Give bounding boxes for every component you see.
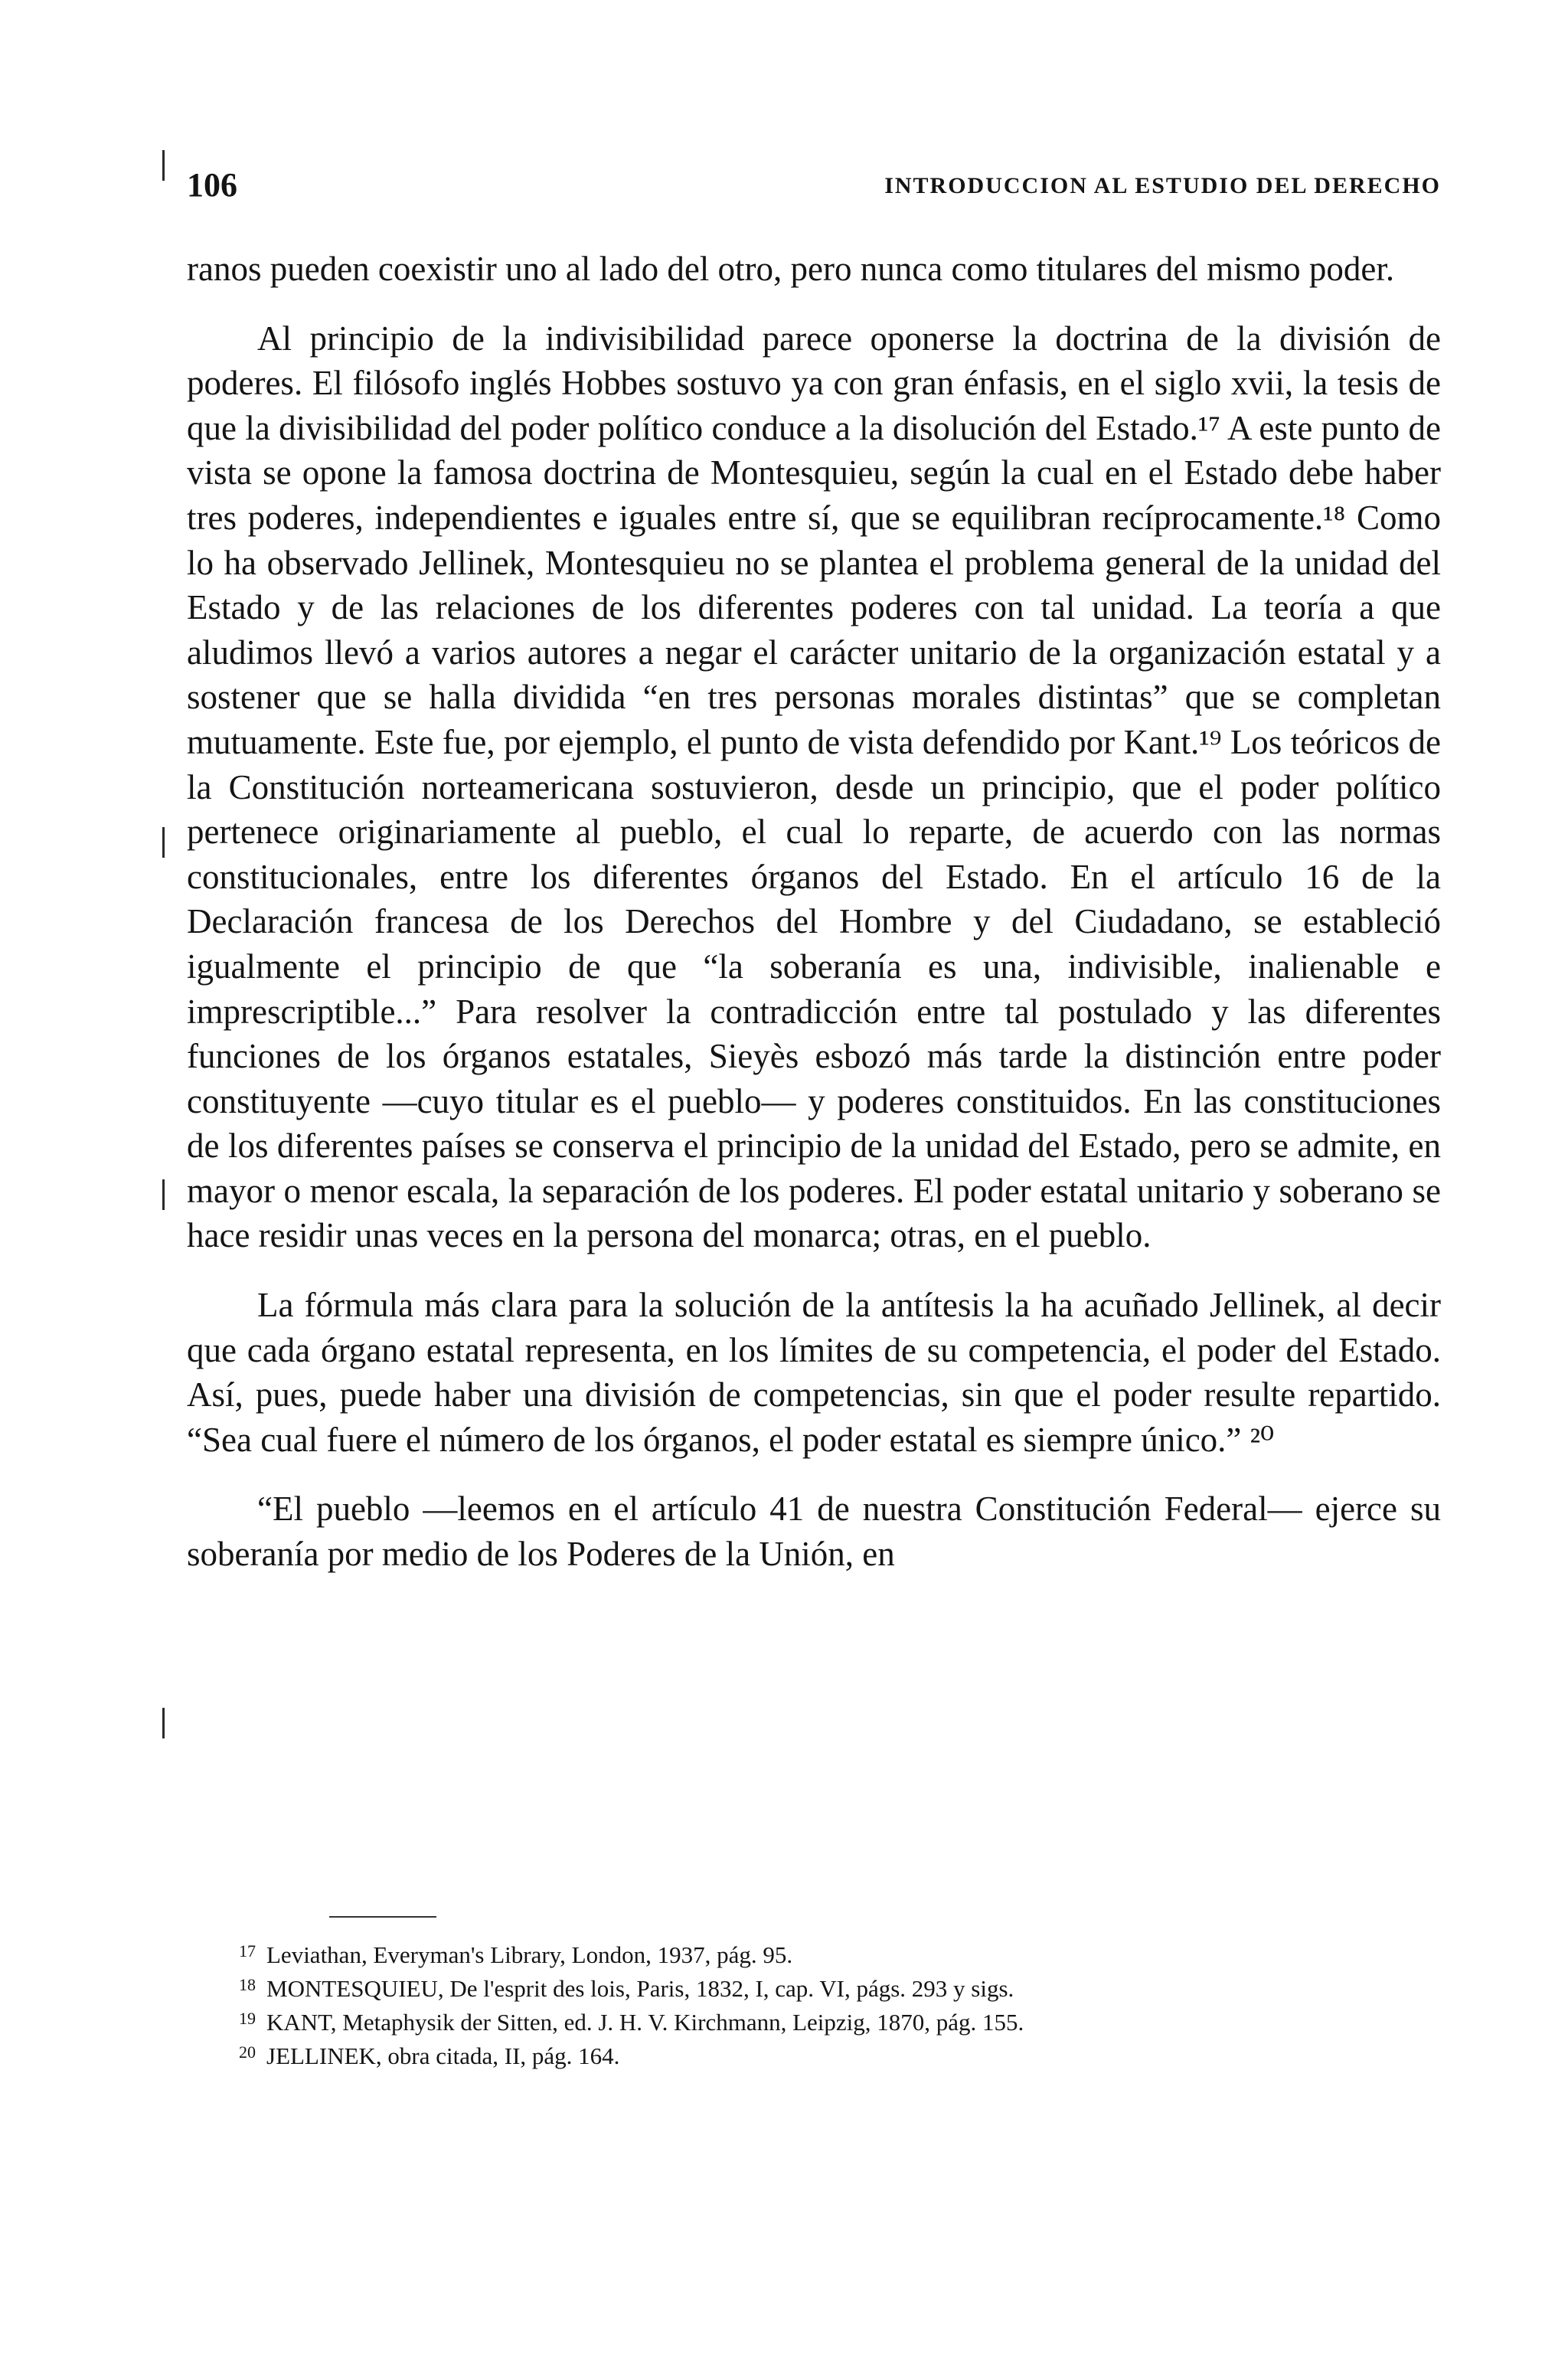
- footnote-number: 20: [239, 2042, 256, 2062]
- scan-margin-mark: [162, 1179, 165, 1210]
- page-header: [187, 162, 1441, 208]
- footnote-text: JELLINEK, obra citada, II, pág. 164.: [266, 2042, 620, 2069]
- footnote-number: 18: [239, 1975, 256, 1994]
- footnote-rule: [329, 1916, 436, 1918]
- body-text: [187, 247, 1441, 1577]
- footnotes: [187, 1936, 1441, 2071]
- footnote: [187, 1936, 1441, 1970]
- scan-margin-mark: [162, 827, 165, 858]
- paragraph: La fórmula más clara para la solución de la antítesis la ha acuñado Jellinek, al decir que cada órgano estatal representa, en los límites de su competencia, el poder del Estado. Así, pues, puede haber una división de competencias, sin que el poder resulte repartido. “Sea cual fuere el número de los órganos, el poder estatal es siempre único.” ²⁰: [187, 1286, 1441, 1459]
- paragraph: ranos pueden coexistir uno al lado del otro, pero nunca como titulares del mismo poder.: [187, 250, 1395, 288]
- scan-margin-mark: [162, 150, 165, 181]
- scan-margin-mark: [162, 1708, 165, 1738]
- footnote-number: 19: [239, 2009, 256, 2028]
- footnote: [187, 2037, 1441, 2071]
- paragraph: Al principio de la indivisibilidad parece oponerse la doctrina de la división de poderes. El filósofo inglés Hobbes sostuvo ya con gran énfasis, en el siglo xvii, la tesis de que la divisibilidad del poder político conduce a la disolución del Estado.¹⁷ A este punto de vista se opone la famosa doctrina de Montesquieu, según la cual en el Estado debe haber tres poderes, independientes e iguales entre sí, que se equilibran recíprocamente.¹⁸ Como lo ha observado Jellinek, Montesquieu no se plantea el problema general de la unidad del Estado y de las relaciones de los diferentes poderes con tal unidad. La teoría a que aludimos llevó a varios autores a negar el carácter unitario de la organización estatal y a sostener que se halla dividida “en tres personas morales distintas” que se completan mutuamente. Este fue, por ejemplo, el punto de vista defendido por Kant.¹⁹ Los teóricos de la Constitución norteamericana sostuvieron, desde un principio, que el poder político pertenece originariamente al pueblo, el cual lo reparte, de acuerdo con las normas constitucionales, entre los diferentes órganos del Estado. En el artículo 16 de la Declaración francesa de los Derechos del Hombre y del Ciudadano, se estableció igualmente el principio de que “la soberanía es una, indivisible, inalienable e imprescriptible...” Para resolver la contradicción entre tal postulado y las diferentes funciones de los órganos estatales, Sieyès esbozó más tarde la distinción entre poder constituyente —cuyo titular es el pueblo— y poderes constituidos. En las constituciones de los diferentes países se conserva el principio de la unidad del Estado, pero se admite, en mayor o menor escala, la separación de los poderes. El poder estatal unitario y soberano se hace residir unas veces en la persona del monarca; otras, en el pueblo.: [187, 319, 1441, 1255]
- running-head: INTRODUCCION AL ESTUDIO DEL DERECHO: [884, 173, 1441, 198]
- paragraph: “El pueblo —leemos en el artículo 41 de nuestra Constitución Federal— ejerce su soberanía por medio de los Poderes de la Unión, en: [187, 1490, 1441, 1574]
- page-number: 106: [187, 166, 237, 204]
- footnote: [187, 1970, 1441, 2003]
- footnote: [187, 2003, 1441, 2037]
- footnote-text: Leviathan, Everyman's Library, London, 1937, pág. 95.: [266, 1941, 793, 1968]
- footnote-text: MONTESQUIEU, De l'esprit des lois, Paris, 1832, I, cap. VI, págs. 293 y sigs.: [266, 1975, 1014, 2002]
- footnote-text: KANT, Metaphysik der Sitten, ed. J. H. V. Kirchmann, Leipzig, 1870, pág. 155.: [266, 2009, 1024, 2036]
- footnote-number: 17: [239, 1941, 256, 1961]
